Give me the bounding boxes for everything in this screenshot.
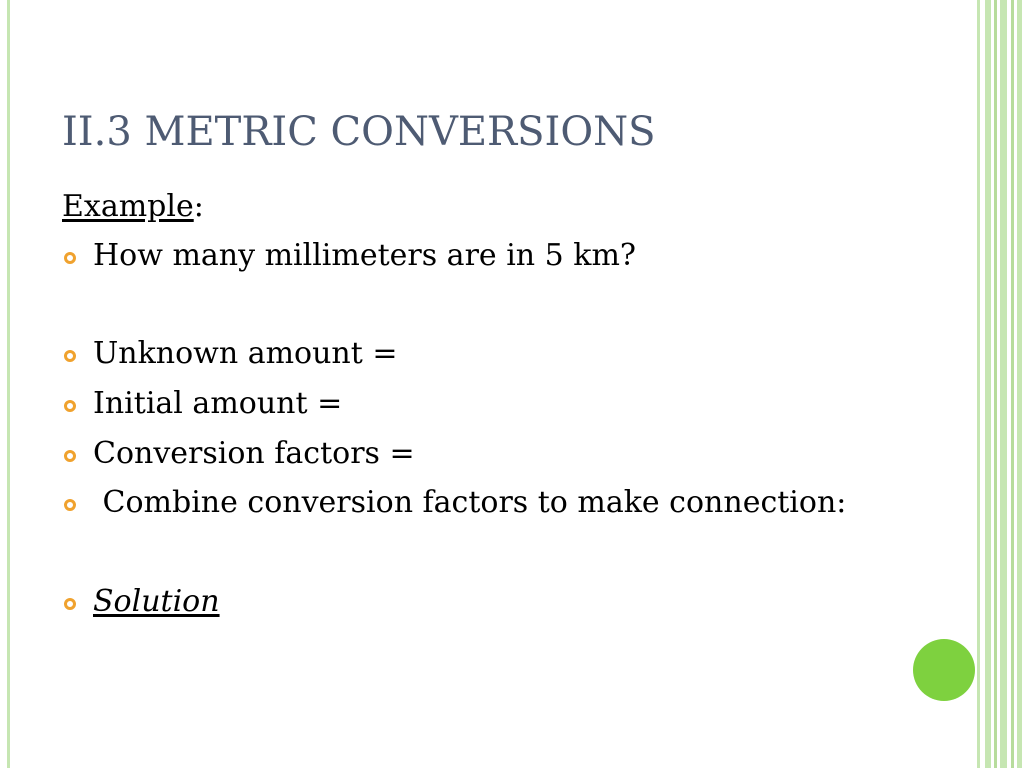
green-circle-decoration [913,639,975,701]
bullet-item [0,483,960,523]
example-label: Example [62,189,194,224]
slide-title: II.3 METRIC CONVERSIONS [62,109,656,155]
ring-bullet-icon [64,400,76,412]
ring-bullet-icon [64,350,76,362]
bullet-item [0,434,960,474]
border-stripe [994,0,997,768]
bullet-text-question: How many millimeters are in 5 km? [93,238,636,273]
bullet-item [0,236,960,276]
bullet-text-solution: Solution [93,584,220,619]
example-heading [62,187,204,227]
ring-bullet-icon [64,450,76,462]
border-stripe [977,0,980,768]
ring-bullet-icon [64,598,76,610]
bullet-item [0,334,960,374]
ring-bullet-icon [64,252,76,264]
example-colon: : [193,189,204,224]
ring-bullet-icon [64,499,76,511]
bullet-text-conversion-factors: Conversion factors = [93,436,415,471]
border-stripe [1017,0,1022,768]
bullet-item [0,384,960,424]
bullet-text-combine-factors: Combine conversion factors to make connection: [93,485,847,520]
border-stripe [1011,0,1014,768]
bullet-text-initial-amount: Initial amount = [93,386,343,421]
border-stripe [1000,0,1007,768]
bullet-text-unknown-amount: Unknown amount = [93,336,398,371]
bullet-item [0,582,960,622]
border-stripe [985,0,991,768]
